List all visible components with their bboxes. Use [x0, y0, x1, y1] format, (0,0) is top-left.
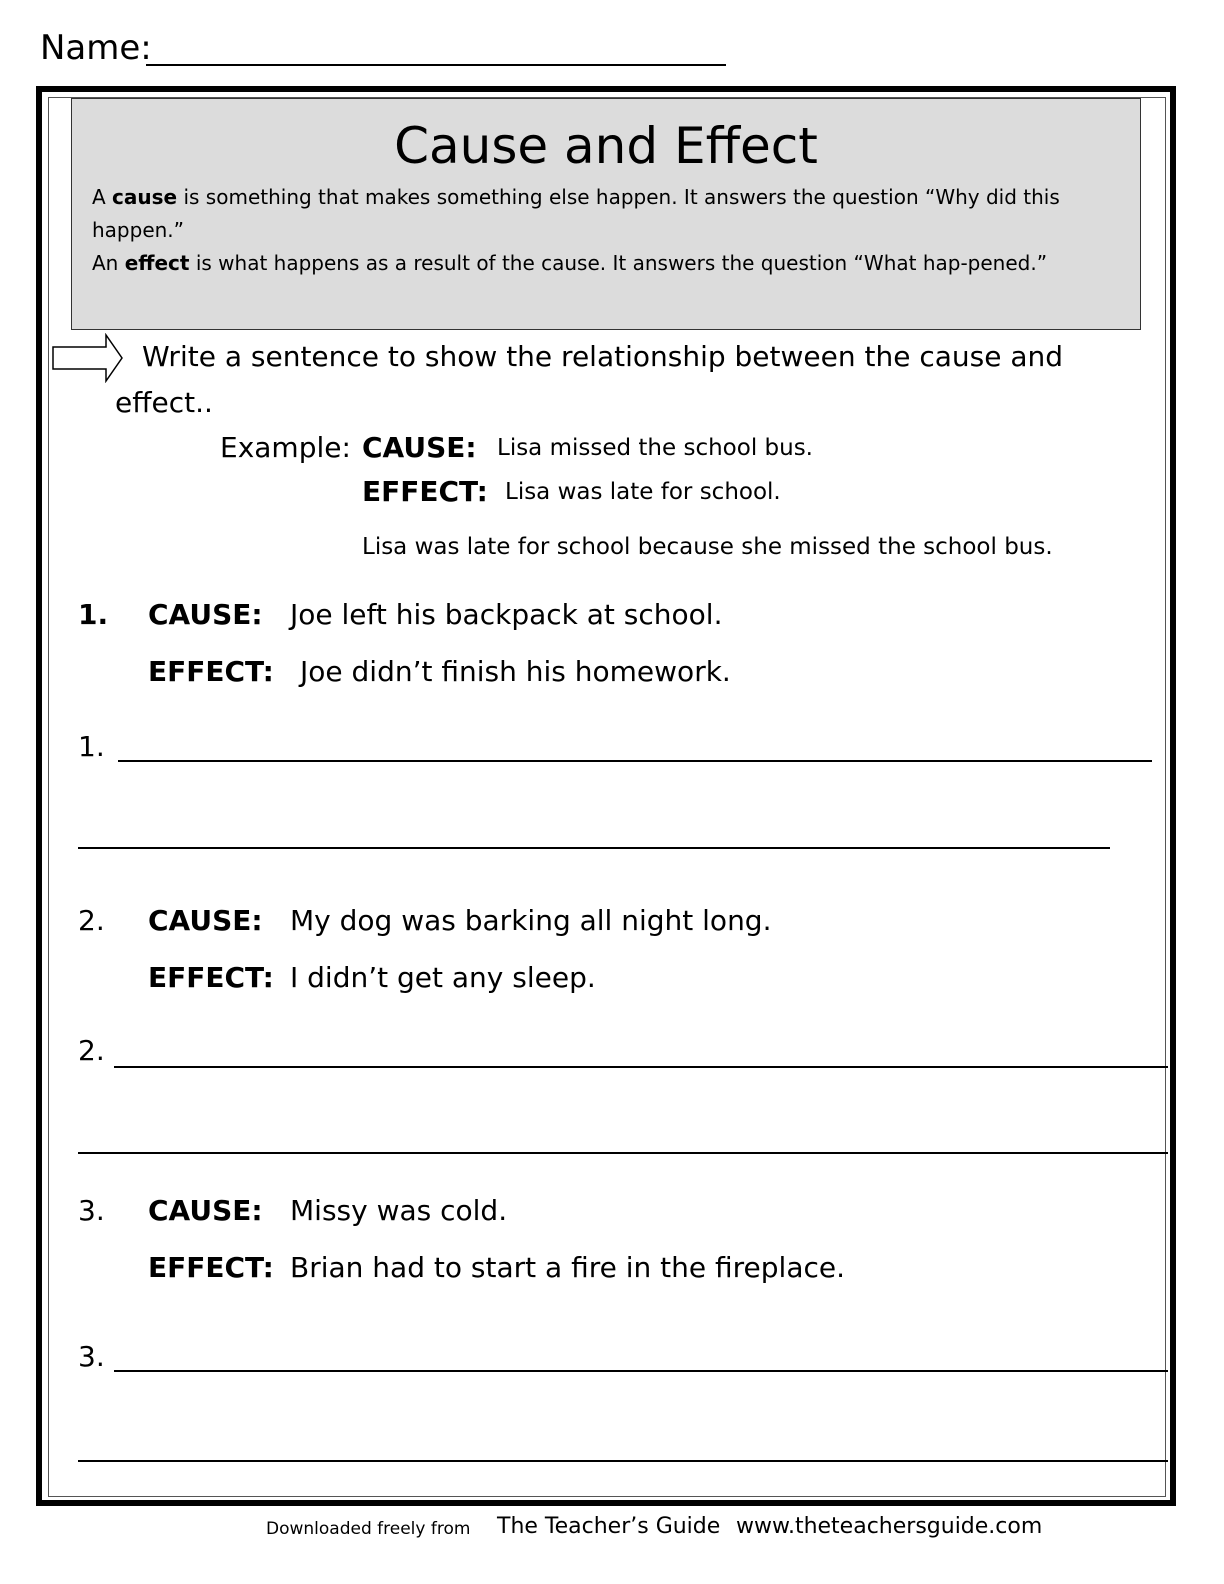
answer-line[interactable] [78, 1152, 1168, 1154]
footer-prefix: Downloaded freely from [266, 1519, 471, 1539]
answer-number: 2. [78, 1034, 105, 1067]
example-effect-label: EFFECT: [362, 475, 488, 508]
effect-label: EFFECT: [148, 961, 274, 994]
effect-label: EFFECT: [148, 1251, 274, 1284]
instruction-line-1: Write a sentence to show the relationship between the cause and [142, 340, 1064, 373]
cause-label: CAUSE: [148, 1194, 263, 1227]
effect-label: EFFECT: [148, 655, 274, 688]
name-input-line[interactable] [146, 64, 726, 66]
example-cause: Lisa missed the school bus. [497, 435, 813, 461]
answer-line[interactable] [118, 760, 1152, 762]
answer-line[interactable] [114, 1370, 1168, 1372]
answer-number: 1. [78, 730, 105, 763]
example-effect: Lisa was late for school. [505, 479, 781, 505]
answer-line[interactable] [78, 847, 1110, 849]
effect-text: I didn’t get any sleep. [290, 961, 596, 994]
cause-term: cause [112, 185, 178, 209]
definitions [92, 181, 1122, 280]
footer-site-name: The Teacher’s Guide [497, 1514, 721, 1539]
answer-number: 3. [78, 1340, 105, 1373]
cause-label: CAUSE: [148, 598, 263, 631]
cause-label: CAUSE: [148, 904, 263, 937]
answer-line[interactable] [78, 1460, 1168, 1462]
text: An [92, 251, 125, 275]
arrow-right-icon [52, 333, 124, 383]
text: A [92, 185, 113, 209]
effect-definition [92, 247, 1122, 280]
answer-line[interactable] [114, 1066, 1168, 1068]
definition-box [71, 98, 1141, 330]
cause-definition [92, 181, 1122, 247]
footer-url[interactable]: www.theteachersguide.com [736, 1514, 1043, 1539]
cause-text: Joe left his backpack at school. [290, 598, 723, 631]
effect-text: Joe didn’t finish his homework. [300, 655, 731, 688]
instruction-line-2: effect.. [115, 386, 213, 419]
page-title: Cause and Effect [394, 117, 818, 175]
item-number: 1. [78, 598, 109, 631]
text: is something that makes something else happen. It answers the question “Why did this happen.” [92, 185, 1060, 242]
example-cause-label: CAUSE: [362, 431, 477, 464]
text: is what happens as a result of the cause. It answers the question “What hap-pened.” [189, 251, 1048, 275]
item-number: 3. [78, 1194, 105, 1227]
cause-text: My dog was barking all night long. [290, 904, 772, 937]
item-number: 2. [78, 904, 105, 937]
name-label: Name: [40, 28, 152, 68]
example-label: Example: [220, 431, 351, 464]
example-answer: Lisa was late for school because she missed the school bus. [362, 534, 1053, 560]
effect-term: effect [124, 251, 190, 275]
effect-text: Brian had to start a fire in the fireplace. [290, 1251, 845, 1284]
cause-text: Missy was cold. [290, 1194, 508, 1227]
